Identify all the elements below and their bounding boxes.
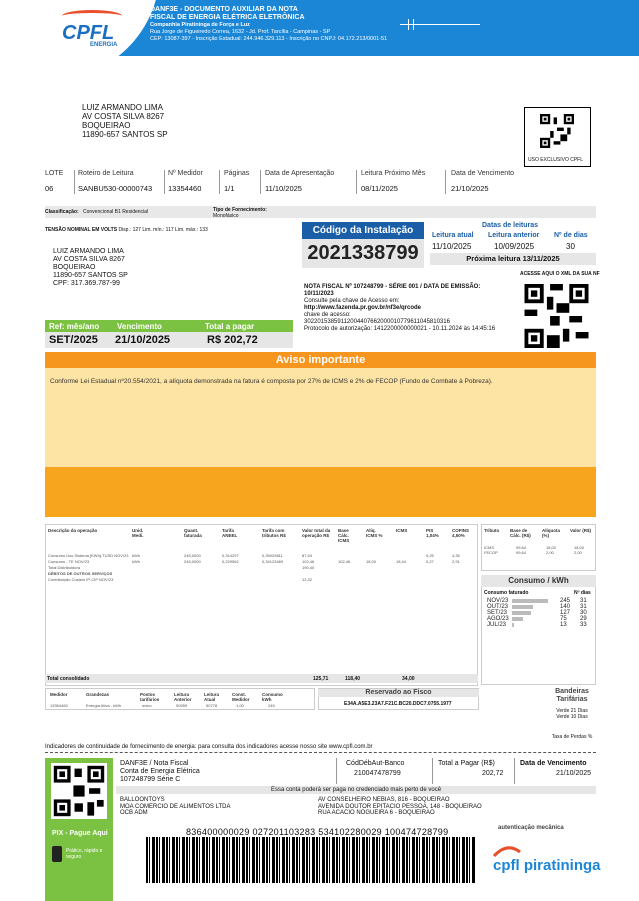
indicadores-text: Indicadores de continuidade de fornecimento de energia: para consulta dos indicadores acesse nosso site www.cpfl.com.br <box>45 744 373 750</box>
nf-line5: chave de acesso: <box>304 312 351 318</box>
stub-title2: Conta de Energia Elétrica <box>120 768 200 775</box>
nf-line1: NOTA FISCAL Nº 107248799 - SÉRIE 001 / DATA DE EMISSÃO: <box>304 284 481 290</box>
paginas-cell <box>224 170 264 193</box>
taxa-perdas: Taxa de Perdas % <box>551 734 593 740</box>
leitura-cell: 50778 <box>206 703 218 708</box>
total-pagar-stub-value: 202,72 <box>482 770 504 777</box>
credenciado-a2: MOA COMERCIO DE ALIMENTOS LTDA <box>120 803 231 810</box>
nf-chave: 30220153859112004407662000010779611045810316 <box>304 319 450 325</box>
logo-subtitle: ENERGIA <box>90 42 118 48</box>
table-header: Alíq. ICMS % <box>366 528 383 538</box>
payment-header <box>45 320 293 332</box>
vencimento-label: Vencimento <box>117 322 162 331</box>
customer-city: 11890-657 SANTOS SP <box>53 272 128 279</box>
leitura-atual-value: 11/10/2025 <box>432 242 472 251</box>
divider <box>260 170 261 194</box>
vencimento-cell <box>451 170 551 193</box>
customer-street: AV COSTA SILVA 8267 <box>53 256 125 263</box>
leitura-anterior-value: 10/09/2025 <box>494 242 535 251</box>
nf-link[interactable]: http://www.fazenda.pr.gov.br/nf3e/qrcode <box>304 305 422 311</box>
aviso-text: Conforme Lei Estadual nº20.554/2021, a alíquota demonstrada na fatura é composta por 27% de ICMS e 2% de FECOP (Fundo de Combate à Pobreza). <box>50 378 493 385</box>
credenciado-a1: BALLOONTOYS <box>120 797 165 803</box>
tributo-cell: 18,00 <box>574 545 585 550</box>
table-cell: 0,314297 <box>222 553 239 558</box>
num-dias-label: Nº de dias <box>554 232 588 239</box>
header-line4: Rua Jorge de Figueiredo Correa, 1632 - Jd. Prof. Tarcília - Campinas - SP <box>150 29 331 35</box>
address-street: AV COSTA SILVA 8267 <box>82 112 165 121</box>
consumo-bar <box>512 611 531 615</box>
bandeiras-title: Bandeiras Tarifárias <box>555 688 589 703</box>
address-name: LUIZ ARMANDO LIMA <box>82 103 163 112</box>
table-cell: 12,32 <box>302 577 313 582</box>
table-cell: 245,0000 <box>184 553 201 558</box>
credenciado-b2: AVENIDA DOUTOR EPITACIO PESSOA, 148 - BOQUEIRAO <box>318 803 482 810</box>
consumo-month: OUT/23 <box>487 604 509 610</box>
table-header: Tarifa ANEEL <box>222 528 238 538</box>
consumo-month: JUL/23 <box>487 622 507 628</box>
tensao-disp: Disp.: 127 <box>118 227 141 233</box>
consumo-kwh: 75 <box>560 616 567 622</box>
payment-stub <box>116 758 596 786</box>
table-cell: Total Distribuidora <box>48 565 81 570</box>
tributo-cell: 2,00 <box>574 550 582 555</box>
proxima-leitura-value: 08/11/2025 <box>361 184 398 193</box>
total-value: 125,71 <box>313 676 329 682</box>
table-cell: Contribuição Custeio IP-CIP NOV/23 <box>48 577 114 582</box>
leitura-cell: 13354460 <box>50 703 68 708</box>
table-cell: 0,34123469 <box>262 559 284 564</box>
leitura-cell: 1,00 <box>236 703 244 708</box>
fisco-title: Reservado ao Fisco <box>318 689 479 697</box>
stub-title3: 107248799 Série C <box>120 776 181 783</box>
customer-cpf: CPF: 317.369.787-99 <box>53 280 120 287</box>
leitura-header: Leitura Atual <box>204 692 220 702</box>
leitura-cell: único <box>142 703 152 708</box>
divider <box>445 170 446 194</box>
tributo-cell: FECOP <box>484 550 498 555</box>
cut-line <box>45 752 596 753</box>
table-cell: 0,25 <box>426 553 434 558</box>
logo: CPFL <box>62 22 115 44</box>
installation-code: 2021338799 <box>302 239 424 268</box>
consumo-bar <box>512 599 548 603</box>
mailing-address <box>82 103 168 139</box>
customer-name: LUIZ ARMANDO LIMA <box>53 248 124 255</box>
divider <box>356 170 357 194</box>
table-cell: Consumo - TE NOV/23 <box>48 559 90 564</box>
nf-protocolo: Protocolo de autorização: 1412200000000021 - 10.11.2024 às 14:45:16 <box>304 326 496 332</box>
capacitor-icon <box>408 19 414 30</box>
total-value: 34,00 <box>402 676 415 682</box>
consumo-dias: 30 <box>580 610 587 616</box>
operations-table <box>45 524 478 686</box>
address-city: 11890-657 SANTOS SP <box>82 130 168 139</box>
leitura-header: Postos tarifários <box>140 692 160 702</box>
address-district: BOQUEIRAO <box>82 121 131 130</box>
nf-qr-caption: ACESSE AQUI O XML DA SUA NF <box>520 271 600 277</box>
table-cell: 102,46 <box>302 559 315 564</box>
pix-qr-code-icon[interactable] <box>51 763 107 819</box>
paginas-value: 1/1 <box>224 184 235 193</box>
bandeira-2: Verde 10 Dias <box>556 714 588 720</box>
table-header: Base Cálc. ICMS <box>338 528 350 543</box>
fornecimento-value: Monofásico <box>213 213 239 219</box>
divider <box>219 170 220 194</box>
roteiro-cell <box>78 170 168 193</box>
apresentacao-value: 11/10/2025 <box>265 184 302 193</box>
divider <box>432 758 433 784</box>
reading-dates-title: Datas de leituras <box>482 222 539 229</box>
footer-brand: cpfl piratininga <box>493 857 601 874</box>
consumo-dias: 33 <box>580 622 587 628</box>
customer-block <box>53 248 128 288</box>
consumo-month: SET/23 <box>487 610 508 616</box>
divider <box>514 758 515 784</box>
medidor-value: 13354460 <box>168 184 202 193</box>
divider <box>164 170 165 194</box>
credenciado-b3: RUA ACACIO NOGUEIRA 6 - BOQUEIRAO <box>318 810 435 816</box>
leitura-header: Medidor <box>50 692 68 697</box>
leitura-anterior-label: Leitura anterior <box>488 232 540 239</box>
lote-cell <box>45 170 73 193</box>
header-line3: Companhia Piratininga de Força e Luz <box>150 22 250 28</box>
consumo-kwh: 245 <box>560 598 571 604</box>
tributo-cell: ICMS <box>484 545 494 550</box>
tensao-max: Lim. máx.: 133 <box>175 227 208 233</box>
fisco-value: E34A.A5E3.23A7.F21C.BC20.DDC7.0755.1977 <box>344 701 452 707</box>
nf-qr-code-icon <box>524 284 589 348</box>
payment-values <box>45 332 293 348</box>
fornecimento-label: Tipo de Fornecimento: <box>213 207 267 213</box>
autenticacao-label: autenticação mecânica <box>498 825 564 831</box>
roteiro-value: SANBU530-00000743 <box>78 184 153 193</box>
lote-value: 06 <box>45 184 54 193</box>
consumo-bar <box>512 605 533 609</box>
ref-value: SET/2025 <box>49 334 98 346</box>
aviso-bar <box>45 467 596 517</box>
divider <box>336 758 337 784</box>
table-cell: 2,91 <box>452 559 460 564</box>
table-cell: kWh <box>132 553 140 558</box>
qr-code-icon <box>540 114 574 148</box>
leitura-header: Consumo kWh <box>262 692 283 702</box>
qr-caption: USO EXCLUSIVO CPFL <box>528 157 584 163</box>
vencimento-value: 21/10/2025 <box>451 184 489 193</box>
cod-deb-value: 210047478799 <box>354 770 401 777</box>
tributo-cell: 2,00 <box>546 550 554 555</box>
credenciado-b1: AV CONSELHEIRO NEBIAS, 816 - BOQUEIRAO <box>318 797 450 803</box>
header-line1: DANF3E - DOCUMENTO AUXILIAR DA NOTA <box>150 6 298 13</box>
table-cell: 102,46 <box>338 559 351 564</box>
consumo-dias: 31 <box>580 604 587 610</box>
consumo-dias: 29 <box>580 616 587 622</box>
tensao-min: Lim. mín.: 117 <box>142 227 174 233</box>
divider <box>74 170 75 194</box>
tributo-cell: 18,00 <box>546 545 557 550</box>
consumo-bar <box>512 623 514 627</box>
consumo-title: Consumo / kWh <box>481 575 596 587</box>
num-dias-value: 30 <box>566 242 575 251</box>
lote-label: LOTE <box>45 170 64 177</box>
barcode-icon <box>146 837 476 883</box>
venc-stub-label: Data de Vencimento <box>520 760 587 767</box>
table-cell: 18,00 <box>366 559 377 564</box>
consumo-kwh: 127 <box>560 610 571 616</box>
total-label: Total consolidado <box>47 676 90 682</box>
vencimento-label: Data de Vencimento <box>451 170 515 177</box>
cod-deb-label: CódDébAut-Banco <box>346 760 405 767</box>
credenciados <box>120 797 230 817</box>
total-pagar-label: Total a pagar <box>205 322 255 331</box>
table-cell: DÉBITOS DE OUTROS SERVIÇOS <box>48 571 113 576</box>
nota-fiscal-info <box>304 284 519 333</box>
venc-stub-value: 21/10/2025 <box>556 770 592 777</box>
tensao-nominal <box>45 227 208 233</box>
leitura-atual-label: Leitura atual <box>432 232 474 239</box>
roteiro-label: Roteiro de Leitura <box>78 170 134 177</box>
table-cell: 18,44 <box>396 559 407 564</box>
table-cell: kWh <box>132 559 140 564</box>
tensao-label: TENSÃO NOMINAL EM VOLTS <box>45 227 118 233</box>
consumo-dias: 31 <box>580 598 587 604</box>
credenciados-enderecos <box>318 797 482 817</box>
table-header: Descrição da operação <box>48 528 98 533</box>
total-value: 118,40 <box>345 676 361 682</box>
table-cell: 0,229562 <box>222 559 239 564</box>
aviso-title: Aviso importante <box>45 352 596 368</box>
ref-label: Ref: mês/ano <box>49 322 100 331</box>
leitura-table <box>45 688 315 710</box>
consumo-month: NOV/23 <box>487 598 509 604</box>
info-row <box>45 170 596 198</box>
consumo-kwh: 13 <box>560 622 567 628</box>
table-header: COFINS 4,50% <box>452 528 470 538</box>
table-header: Valor total da operação R$ <box>302 528 331 538</box>
credenciado-a3: OCB ADM <box>120 810 148 816</box>
table-cell: 190,40 <box>302 565 315 570</box>
leitura-header: Grandezas <box>86 692 110 697</box>
pix-title: PIX - Pague Aqui <box>52 830 108 837</box>
class-value: Convencional B1 Residencial <box>83 209 149 215</box>
medidor-cell <box>168 170 223 193</box>
table-header: Tarifa com tributos R$ <box>262 528 286 538</box>
vencimento-value: 21/10/2025 <box>115 334 171 346</box>
proxima-leitura-label: Leitura Próximo Mês <box>361 170 426 177</box>
leitura-cell: 245 <box>268 703 275 708</box>
pix-subtitle: Prático, rápido e seguro <box>66 848 103 860</box>
table-header: ICMS <box>396 528 408 533</box>
stub-title1: DANF3E / Nota Fiscal <box>120 760 189 767</box>
proxima-leitura: Próxima leitura 13/11/2025 <box>430 253 596 265</box>
consumo-kwh: 140 <box>560 604 571 610</box>
tributo-header: Alíquota (%) <box>542 528 560 538</box>
class-label: Classificação: <box>45 209 79 215</box>
banco-info: Essa conta poderá ser paga no credenciado mais perto de você <box>116 786 596 794</box>
classification-bar <box>45 206 596 218</box>
tributo-cell: 99,64 <box>516 550 527 555</box>
table-cell: 4,35 <box>452 553 460 558</box>
tributo-header: Base de Cálc. (R$) <box>510 528 531 538</box>
paginas-label: Páginas <box>224 170 250 177</box>
consumo-col2: Nº dias <box>574 590 591 596</box>
table-cell: 87,94 <box>302 553 313 558</box>
linha-digitavel: 836400000029 027201103283 534102280029 100474728799 <box>186 827 449 837</box>
leitura-cell: 50559 <box>176 703 188 708</box>
leitura-header: Leitura Anterior <box>174 692 192 702</box>
total-pagar-stub-label: Total a Pagar (R$) <box>438 760 495 767</box>
nf-line2: 10/11/2023 <box>304 291 334 297</box>
tributos-table <box>481 524 596 571</box>
table-header: PIS 1,04% <box>426 528 439 538</box>
bandeira-1: Verde 21 Dias <box>556 708 588 714</box>
table-cell: Consumo Uso Sistema [KWh]-TUSD NOV/23 <box>48 553 129 558</box>
total-pagar-value: R$ 202,72 <box>207 334 258 346</box>
consumo-bar <box>512 617 523 621</box>
tributo-header: Tributo <box>484 528 500 533</box>
apresentacao-cell <box>265 170 360 193</box>
medidor-label: Nº Medidor <box>168 170 203 177</box>
header-line5: CEP: 13087-397 - Inscrição Estadual: 244.946.329.113 - Inscrição no CNPJ: 04.172.213/0001-51 <box>150 36 388 42</box>
customer-district: BOQUEIRAO <box>53 264 96 271</box>
phone-icon <box>52 846 62 862</box>
proxima-leitura-cell <box>361 170 451 193</box>
table-cell: 245,0000 <box>184 559 201 564</box>
table-header: Unid. Medi. <box>132 528 144 538</box>
tributo-header: Valor (R$) <box>570 528 592 533</box>
total-consolidado-row <box>45 674 478 683</box>
header <box>0 0 639 56</box>
consumo-month: AGO/23 <box>487 616 509 622</box>
leitura-header: Const. Medidor <box>232 692 250 702</box>
leitura-cell: Energia Ativa - kWh <box>86 703 122 708</box>
logo-swoosh-icon <box>62 10 122 22</box>
table-cell: 0,27 <box>426 559 434 564</box>
bandeiras <box>548 688 596 740</box>
apresentacao-label: Data de Apresentação <box>265 170 335 177</box>
nf-line3: Consulte pela chave de Acesso em: <box>304 298 400 304</box>
tributo-cell: 99,64 <box>516 545 527 550</box>
table-header: Quant. faturada <box>184 528 202 538</box>
header-line2: FISCAL DE ENERGIA ELÉTRICA ELETRÔNICA <box>150 14 305 21</box>
installation-label: Código da Instalação <box>302 222 424 239</box>
consumo-col1: Consumo faturado <box>484 590 529 596</box>
table-cell: 0,39029811 <box>262 553 283 558</box>
